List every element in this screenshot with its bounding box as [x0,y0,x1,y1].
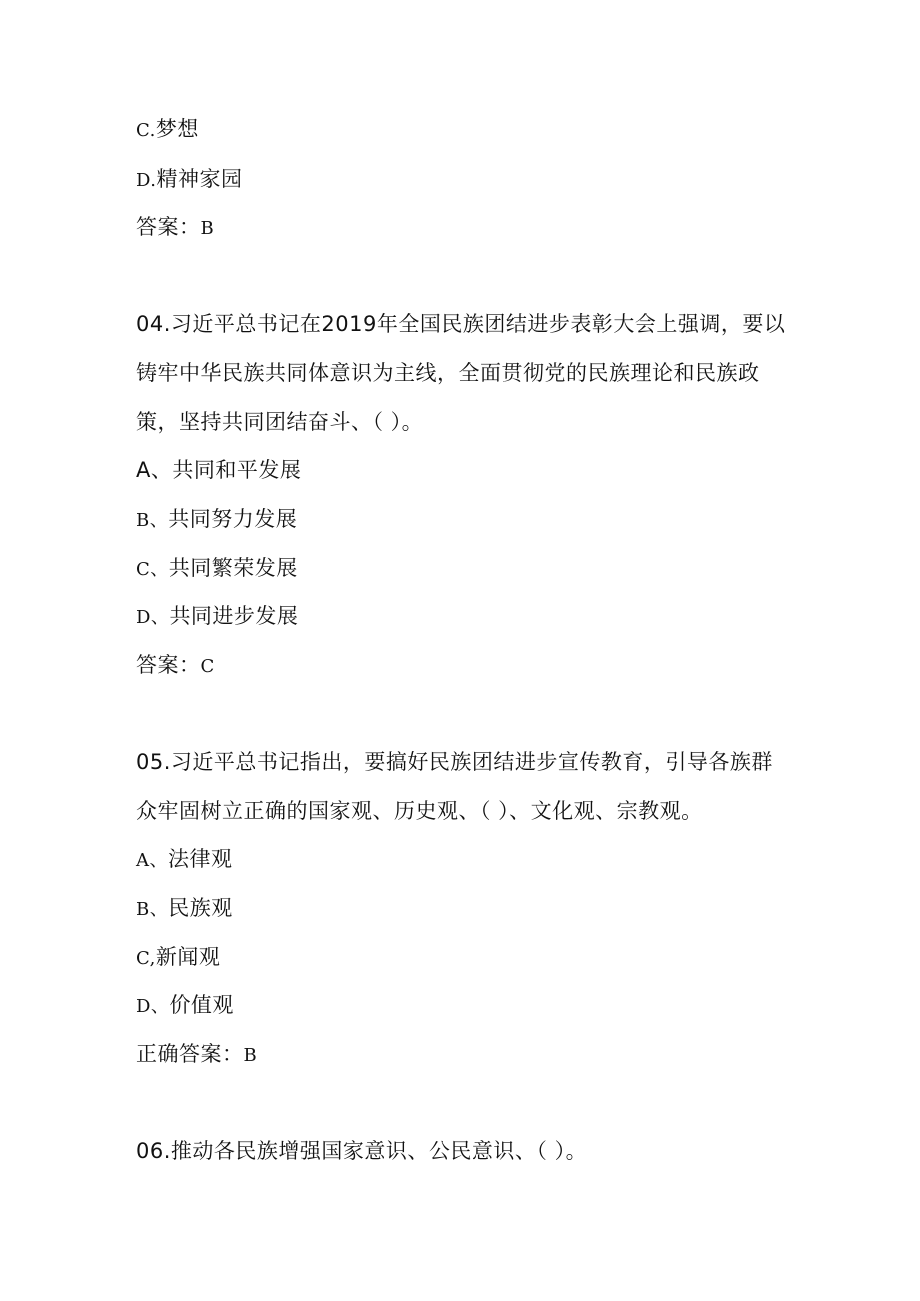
answer-label: 正确答案： [136,1042,244,1066]
option-text: 共同努力发展 [168,507,298,531]
option-text: 梦想 [155,117,199,141]
option-a [136,844,233,876]
option-c [136,942,220,974]
option-prefix: B、 [136,899,169,920]
answer-label: 答案： [136,653,201,677]
question-text-line: 铸牢中华民族共同体意识为主线，全面贯彻党的民族理论和民族政 [136,361,760,385]
option-prefix: D、 [136,607,170,628]
option-text: 民族观 [168,896,233,920]
question-text-line: 策，坚持共同团结奋斗、（ ）。 [136,410,424,434]
question-text-line: 04.习近平总书记在2019年全国民族团结进步表彰大会上强调，要以 [136,312,786,336]
option-c [136,553,298,585]
answer-value: C [200,656,215,677]
option-prefix: B、 [136,510,169,531]
option-text: 价值观 [169,993,234,1017]
option-prefix: C. [136,120,156,141]
option-text: 法律观 [168,847,233,871]
answer-value: B [200,218,215,239]
answer-line [136,212,214,244]
answer-line [136,650,215,682]
option-prefix: D. [136,170,157,191]
option-d [136,601,298,633]
question-text-line: 05.习近平总书记指出，要搞好民族团结进步宣传教育，引导各族群 [136,750,773,774]
answer-line [136,1039,257,1071]
option-prefix: C, [136,948,156,969]
question-text-line: 06.推动各民族增强国家意识、公民意识、（ ）。 [136,1139,588,1163]
option-d [136,164,243,196]
option-prefix: A、 [136,850,168,871]
answer-value: B [243,1045,258,1066]
option-b [136,504,297,536]
option-text: 共同繁荣发展 [168,556,298,580]
option-text: 新闻观 [155,945,221,969]
question-text-line: 众牢固树立正确的国家观、历史观、（ ）、文化观、宗教观。 [136,799,703,823]
option-b [136,893,233,925]
option-text: 共同进步发展 [169,604,299,628]
option-prefix: A、 [136,458,173,482]
option-text: 共同和平发展 [172,458,302,482]
option-text: 精神家园 [156,167,243,191]
option-prefix: C、 [136,559,169,580]
option-d [136,990,234,1022]
option-a [136,455,301,485]
answer-label: 答案： [136,215,201,239]
option-prefix: D、 [136,996,170,1017]
option-c [136,114,199,146]
